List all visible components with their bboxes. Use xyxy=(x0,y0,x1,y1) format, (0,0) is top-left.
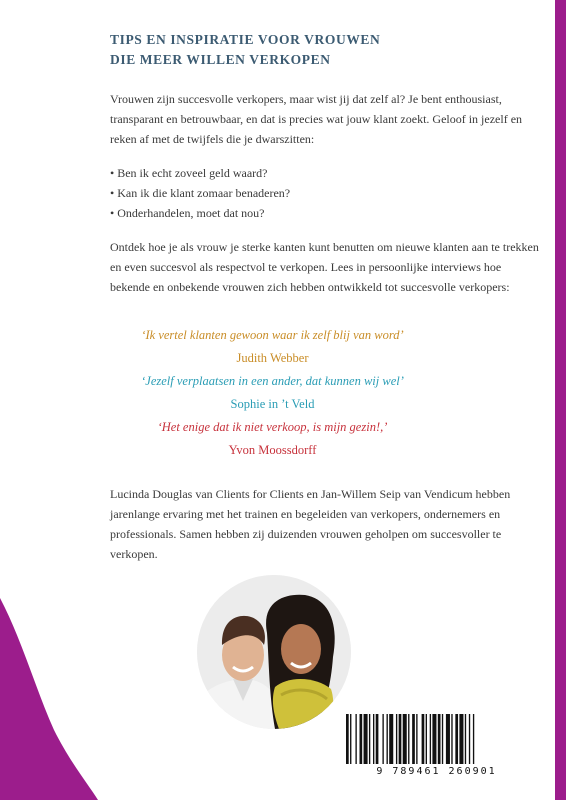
author-photo xyxy=(197,575,351,729)
barcode-bar xyxy=(369,714,370,764)
barcode-bar xyxy=(432,714,436,764)
barcode-bar xyxy=(455,714,458,764)
barcode-bar xyxy=(396,714,397,764)
author-photo-illustration xyxy=(197,575,351,729)
cover-title xyxy=(110,30,530,70)
barcode-bar xyxy=(403,714,407,764)
barcode-bar xyxy=(376,714,379,764)
barcode-digits: 9 789461 260901 xyxy=(376,766,497,777)
list-item: • Onderhandelen, moet dat nou? xyxy=(110,203,540,223)
title-line-2: DIE MEER WILLEN VERKOPEN xyxy=(110,52,331,67)
barcode-bar xyxy=(399,714,402,764)
barcode-bar xyxy=(426,714,427,764)
barcode-bar xyxy=(387,714,388,764)
barcode-bar xyxy=(389,714,393,764)
intro-text xyxy=(110,89,540,297)
barcode-bar xyxy=(346,714,349,764)
title-line-1: TIPS EN INSPIRATIE VOOR VROUWEN xyxy=(110,32,381,47)
intro-paragraph-2: Ontdek hoe je als vrouw je sterke kanten kunt benutten om nieuwe klanten aan te trekken en even succesvol als respectvol te verkopen. Lees in persoonlijke interviews hoe bekende en onbekende vrouwen zich hebben ontwikkeld tot succesvolle verkopers: xyxy=(110,240,539,294)
barcode-bar xyxy=(416,714,417,764)
barcode-bar xyxy=(442,714,443,764)
list-item: • Kan ik die klant zomaar benaderen? xyxy=(110,183,540,203)
authors-paragraph: Lucinda Douglas van Clients for Clients en Jan-Willem Seip van Vendicum hebben jarenlange ervaring met het trainen en begeleiden van verkopers, ondernemers en professionals. Samen hebben zij duizenden vrouwen geholpen om succesvoller te verkopen. xyxy=(110,487,511,561)
doubt-list xyxy=(110,163,540,223)
isbn-barcode xyxy=(340,714,533,784)
barcode-bar xyxy=(364,714,368,764)
barcode-bar xyxy=(412,714,415,764)
quote-3: ‘Het enige dat ik niet verkoop, is mijn gezin!,’ xyxy=(157,420,388,434)
barcode-bar xyxy=(469,714,470,764)
barcode-bar xyxy=(459,714,463,764)
barcode-bar xyxy=(473,714,474,764)
quote-2-author: Sophie in ’t Veld xyxy=(230,397,315,411)
barcode-bar xyxy=(373,714,374,764)
quote-2: ‘Jezelf verplaatsen in een ander, dat kunnen wij wel’ xyxy=(141,374,404,388)
barcode-bar xyxy=(422,714,425,764)
quote-1-author: Judith Webber xyxy=(236,351,309,365)
list-item: • Ben ik echt zoveel geld waard? xyxy=(110,163,540,183)
quote-3-author: Yvon Moossdorff xyxy=(228,443,317,457)
barcode-bar xyxy=(430,714,431,764)
barcode-bar xyxy=(408,714,409,764)
barcode-bar xyxy=(350,714,351,764)
barcode-bar xyxy=(465,714,466,764)
barcode-bar xyxy=(438,714,441,764)
authors-text xyxy=(110,484,540,564)
barcode-bar xyxy=(451,714,452,764)
barcode-bar xyxy=(355,714,356,764)
intro-paragraph-1: Vrouwen zijn succesvolle verkopers, maar wist jij dat zelf al? Je bent enthousiast, transparant en betrouwbaar, en dat is precies wat jouw klant zoekt. Geloof in jezelf en reken af met de twijfels die je dwarszitten: xyxy=(110,92,523,146)
quotes-block xyxy=(110,324,435,462)
barcode-bars xyxy=(340,714,533,764)
quote-1: ‘Ik vertel klanten gewoon waar ik zelf blij van word’ xyxy=(141,328,404,342)
barcode-bar xyxy=(446,714,450,764)
barcode-bar xyxy=(382,714,383,764)
barcode-bar xyxy=(360,714,363,764)
